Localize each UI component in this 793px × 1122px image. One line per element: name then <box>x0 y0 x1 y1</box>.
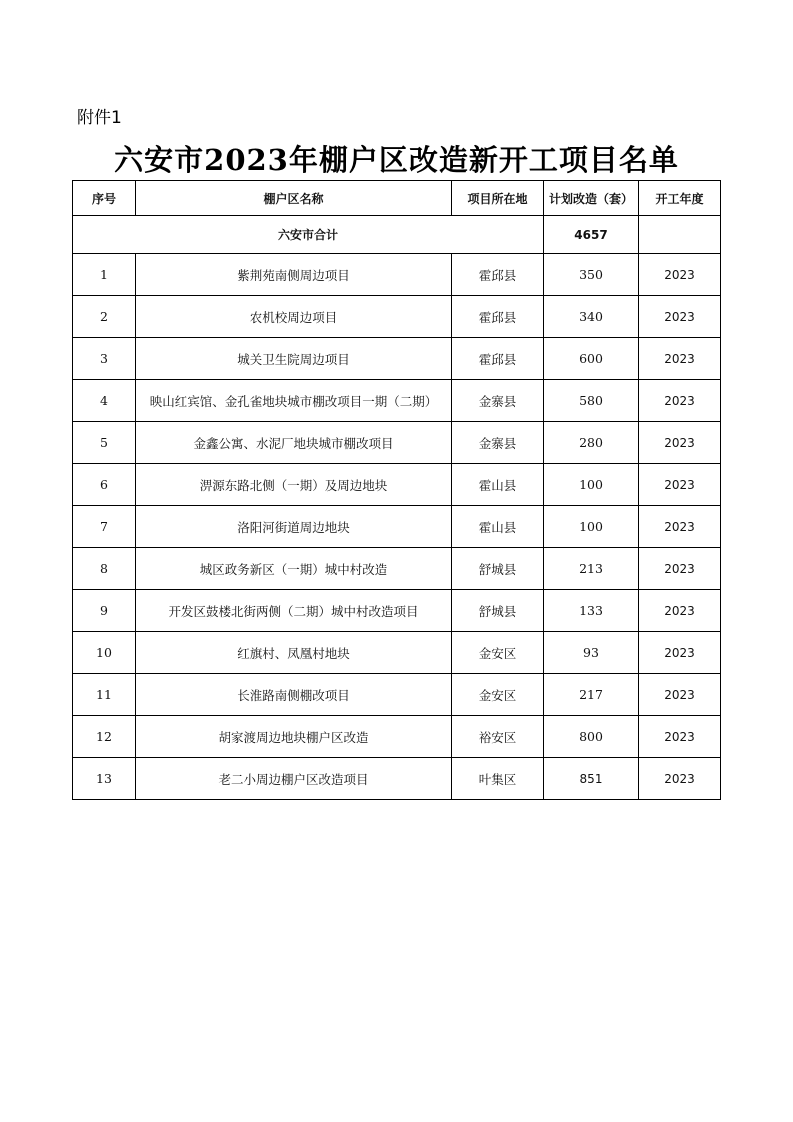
cell-seq: 10 <box>73 632 136 674</box>
cell-name: 农机校周边项目 <box>136 296 452 338</box>
cell-location: 霍山县 <box>452 506 544 548</box>
cell-seq: 13 <box>73 758 136 800</box>
cell-seq: 11 <box>73 674 136 716</box>
cell-start-year: 2023 <box>639 674 721 716</box>
table-row <box>73 380 721 422</box>
cell-location: 金寨县 <box>452 380 544 422</box>
cell-start-year: 2023 <box>639 548 721 590</box>
cell-location: 霍邱县 <box>452 254 544 296</box>
cell-seq: 1 <box>73 254 136 296</box>
cell-seq: 7 <box>73 506 136 548</box>
cell-planned: 100 <box>544 464 639 506</box>
cell-planned: 217 <box>544 674 639 716</box>
table-body <box>73 254 721 800</box>
cell-start-year: 2023 <box>639 254 721 296</box>
table-row <box>73 632 721 674</box>
cell-location: 金安区 <box>452 632 544 674</box>
page-title: 六安市2023年棚户区改造新开工项目名单 <box>114 143 679 177</box>
cell-location: 裕安区 <box>452 716 544 758</box>
cell-start-year: 2023 <box>639 506 721 548</box>
cell-start-year: 2023 <box>639 716 721 758</box>
cell-name: 洛阳河街道周边地块 <box>136 506 452 548</box>
cell-start-year: 2023 <box>639 758 721 800</box>
cell-seq: 9 <box>73 590 136 632</box>
cell-seq: 6 <box>73 464 136 506</box>
cell-planned: 280 <box>544 422 639 464</box>
cell-planned: 600 <box>544 338 639 380</box>
cell-location: 霍山县 <box>452 464 544 506</box>
cell-location: 叶集区 <box>452 758 544 800</box>
cell-seq: 5 <box>73 422 136 464</box>
table-row <box>73 464 721 506</box>
cell-name: 开发区鼓楼北街两侧（二期）城中村改造项目 <box>136 590 452 632</box>
cell-seq: 12 <box>73 716 136 758</box>
table-row <box>73 422 721 464</box>
cell-seq: 3 <box>73 338 136 380</box>
cell-name: 淠源东路北侧（一期）及周边地块 <box>136 464 452 506</box>
table-header-row <box>73 181 721 216</box>
table-row <box>73 758 721 800</box>
cell-name: 金鑫公寓、水泥厂地块城市棚改项目 <box>136 422 452 464</box>
cell-start-year: 2023 <box>639 380 721 422</box>
cell-planned: 93 <box>544 632 639 674</box>
cell-name: 城区政务新区（一期）城中村改造 <box>136 548 452 590</box>
total-start-year <box>639 216 721 254</box>
table-row <box>73 506 721 548</box>
cell-name: 城关卫生院周边项目 <box>136 338 452 380</box>
cell-planned: 580 <box>544 380 639 422</box>
total-label: 六安市合计 <box>73 216 544 254</box>
cell-start-year: 2023 <box>639 632 721 674</box>
cell-planned: 133 <box>544 590 639 632</box>
table-row <box>73 296 721 338</box>
project-table <box>72 180 721 800</box>
header-name: 棚户区名称 <box>136 181 452 216</box>
table-row <box>73 338 721 380</box>
cell-start-year: 2023 <box>639 590 721 632</box>
cell-location: 霍邱县 <box>452 338 544 380</box>
cell-seq: 4 <box>73 380 136 422</box>
table-row <box>73 590 721 632</box>
cell-location: 金寨县 <box>452 422 544 464</box>
cell-planned: 851 <box>544 758 639 800</box>
table-row <box>73 674 721 716</box>
header-planned: 计划改造（套） <box>544 181 639 216</box>
cell-name: 胡家渡周边地块棚户区改造 <box>136 716 452 758</box>
total-row <box>73 216 721 254</box>
cell-planned: 100 <box>544 506 639 548</box>
cell-location: 霍邱县 <box>452 296 544 338</box>
cell-start-year: 2023 <box>639 296 721 338</box>
cell-seq: 8 <box>73 548 136 590</box>
cell-location: 金安区 <box>452 674 544 716</box>
cell-name: 紫荆苑南侧周边项目 <box>136 254 452 296</box>
cell-start-year: 2023 <box>639 422 721 464</box>
cell-name: 老二小周边棚户区改造项目 <box>136 758 452 800</box>
cell-location: 舒城县 <box>452 590 544 632</box>
cell-planned: 340 <box>544 296 639 338</box>
cell-start-year: 2023 <box>639 338 721 380</box>
header-seq: 序号 <box>73 181 136 216</box>
cell-planned: 350 <box>544 254 639 296</box>
table-row <box>73 716 721 758</box>
table-row <box>73 254 721 296</box>
cell-start-year: 2023 <box>639 464 721 506</box>
attachment-label: 附件1 <box>77 108 122 128</box>
cell-name: 红旗村、凤凰村地块 <box>136 632 452 674</box>
total-planned: 4657 <box>544 216 639 254</box>
cell-location: 舒城县 <box>452 548 544 590</box>
cell-name: 长淮路南侧棚改项目 <box>136 674 452 716</box>
cell-seq: 2 <box>73 296 136 338</box>
cell-name: 映山红宾馆、金孔雀地块城市棚改项目一期（二期） <box>136 380 452 422</box>
table-row <box>73 548 721 590</box>
cell-planned: 213 <box>544 548 639 590</box>
cell-planned: 800 <box>544 716 639 758</box>
header-start-year: 开工年度 <box>639 181 721 216</box>
header-location: 项目所在地 <box>452 181 544 216</box>
